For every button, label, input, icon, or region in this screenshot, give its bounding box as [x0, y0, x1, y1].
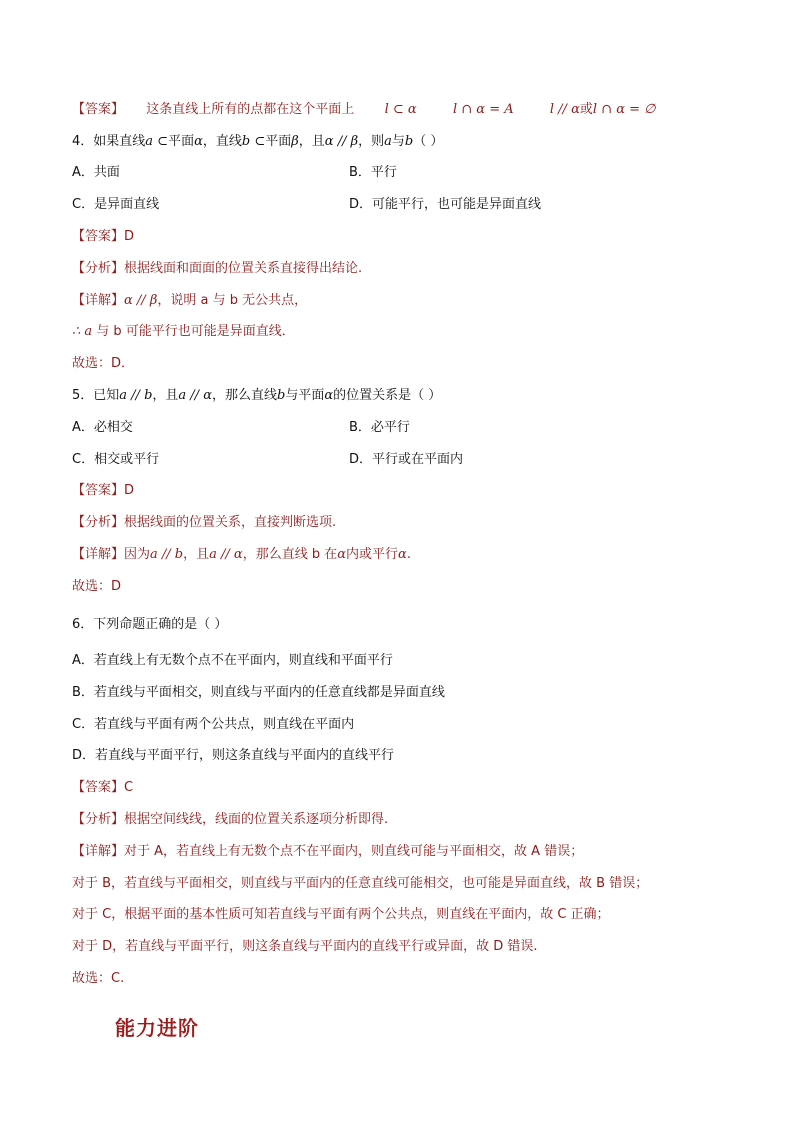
analysis-text: 根据线面的位置关系，直接判断选项. [124, 515, 337, 530]
detail-text: ，说明 a 与 b 无公共点， [157, 293, 308, 308]
answer-parentheses: （ ） [413, 134, 444, 149]
math-condition-1: a // b [150, 547, 184, 562]
q6-analysis [72, 811, 388, 829]
question-number: 4 [72, 134, 81, 149]
q4-option-c: C．是异面直线 [72, 197, 160, 212]
q6-option-a: A．若直线上有无数个点不在平面内，则直线和平面平行 [72, 653, 393, 668]
math-b: b [404, 134, 414, 149]
stem-text: ，直线 [202, 134, 242, 149]
math-condition: α // β [324, 134, 359, 149]
detail-label: 【详解】 [72, 844, 125, 859]
q5-option-d: D．平行或在平面内 [349, 452, 464, 467]
q4-choose: 故选：D． [72, 356, 135, 371]
answer-label: 【答案】 [72, 102, 125, 117]
q6-detail-b: 对于 B，若直线与平面相交，则直线与平面内的任意直线可能相交，也可能是异面直线，故 B 错误； [72, 876, 649, 891]
math-alpha: α [398, 547, 407, 562]
stem-text: ，则 [358, 134, 385, 149]
q5-answer [72, 482, 134, 500]
question-6-stem [72, 616, 227, 634]
math-beta: β [291, 134, 299, 149]
math-empty-intersect: l ∩ α = ∅ [592, 102, 656, 117]
math-condition-2: a // α [178, 388, 212, 403]
stem-text: ．下列命题正确的是（ ） [80, 617, 228, 632]
top-answer-line [72, 101, 655, 119]
math-condition-2: a // α [209, 547, 243, 562]
q4-analysis [72, 260, 362, 278]
q5-detail [72, 546, 411, 564]
answer-label: 【答案】 [72, 229, 125, 244]
answer-value: D [124, 229, 135, 244]
analysis-text: 根据空间线线，线面的位置关系逐项分析即得. [124, 812, 389, 827]
analysis-label: 【分析】 [72, 261, 125, 276]
math-b: b [277, 388, 286, 403]
question-5-stem [72, 387, 441, 405]
math-alpha: α [324, 388, 334, 403]
q6-detail [72, 843, 583, 861]
q6-option-b: B．若直线与平面相交，则直线与平面内的任意直线都是异面直线 [72, 685, 445, 700]
stem-text: 与平面 [285, 388, 325, 403]
detail-text: 内或平行 [346, 547, 399, 562]
q6-option-c: C．若直线与平面有两个公共点，则直线在平面内 [72, 717, 355, 732]
detail-text: ，且 [183, 547, 210, 562]
q4-option-d: D．可能平行，也可能是异面直线 [349, 197, 542, 212]
stem-text: 与 [391, 134, 405, 149]
math-alpha: α [194, 134, 203, 149]
question-4-stem [72, 133, 443, 151]
detail-text: 与 b 可能平行也可能是异面直线． [92, 324, 295, 339]
q4-detail-cont [72, 323, 295, 341]
stem-text: 的位置关系是（ ） [333, 388, 442, 403]
q6-detail-d: 对于 D，若直线与平面平行，则这条直线与平面内的直线平行或异面，故 D 错误. [72, 939, 538, 954]
analysis-label: 【分析】 [72, 812, 125, 827]
detail-label: 【详解】 [72, 293, 125, 308]
question-number: 6 [72, 617, 81, 632]
math-b-subset: b ⊂ [241, 134, 266, 149]
detail-text: 对于 A，若直线上有无数个点不在平面内，则直线可能与平面相交，故 A 错误； [124, 844, 584, 859]
math-a-subset: a ⊂ [145, 134, 169, 149]
stem-text: ．已知 [80, 388, 120, 403]
q5-analysis [72, 514, 336, 532]
stem-text: 平面 [168, 134, 195, 149]
q5-choose: 故选：D [72, 579, 122, 594]
q6-answer [72, 779, 133, 797]
answer-text: 这条直线上所有的点都在这个平面上 [146, 102, 355, 117]
q4-answer [72, 228, 134, 246]
math-parallel: l // α [549, 102, 580, 117]
detail-text: 因为 [124, 547, 151, 562]
question-number: 5 [72, 388, 81, 403]
answer-label: 【答案】 [72, 483, 125, 498]
stem-text: ．如果直线 [80, 134, 146, 149]
answer-label: 【答案】 [72, 780, 125, 795]
section-heading: 能力进阶 [115, 1016, 199, 1040]
q4-option-a: A．共面 [72, 165, 120, 180]
math-alpha: α [337, 547, 347, 562]
q5-option-b: B．必平行 [349, 420, 410, 435]
detail-text: . [406, 547, 411, 562]
stem-text: ，且 [152, 388, 179, 403]
detail-label: 【详解】 [72, 547, 125, 562]
math-intersect-point: l ∩ α = A [452, 102, 514, 117]
stem-text: ，那么直线 [211, 388, 277, 403]
answer-value: D [124, 483, 135, 498]
math-therefore-a: ∴ a [72, 324, 93, 339]
math-subset: l ⊂ α [384, 102, 417, 117]
math-a: a [384, 134, 392, 149]
q4-detail [72, 292, 307, 310]
q6-choose: 故选：C. [72, 971, 125, 986]
q6-option-d: D．若直线与平面平行，则这条直线与平面内的直线平行 [72, 748, 395, 763]
q4-option-b: B．平行 [349, 165, 397, 180]
answer-value: C [124, 780, 134, 795]
analysis-text: 根据线面和面面的位置关系直接得出结论. [124, 261, 363, 276]
q5-option-a: A．必相交 [72, 420, 133, 435]
or-word: 或 [579, 102, 593, 117]
stem-text: ，且 [298, 134, 325, 149]
stem-text: 平面 [265, 134, 292, 149]
math-condition: α // β [124, 293, 158, 308]
q6-detail-c: 对于 C，根据平面的基本性质可知若直线与平面有两个公共点，则直线在平面内，故 C 正确； [72, 907, 610, 922]
q5-option-c: C．相交或平行 [72, 452, 160, 467]
detail-text: ，那么直线 b 在 [242, 547, 338, 562]
analysis-label: 【分析】 [72, 515, 125, 530]
math-condition-1: a // b [119, 388, 153, 403]
